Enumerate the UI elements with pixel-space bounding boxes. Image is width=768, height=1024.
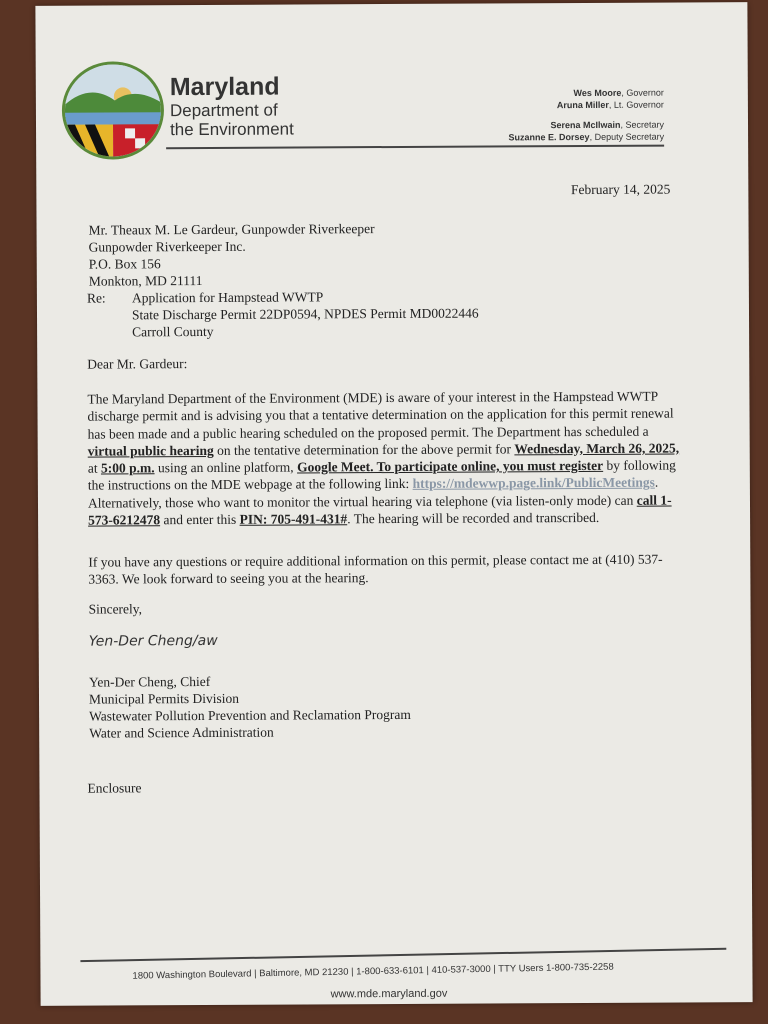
official: Suzanne E. Dorsey, Deputy Secretary [508,131,665,143]
closing: Sincerely, [88,601,143,617]
brand-line-3: the Environment [169,119,294,140]
letter-date: February 14, 2025 [570,181,671,198]
re-line: Application for Hampstead WWTP [131,289,324,306]
recipient-address [89,220,375,289]
officials-list [508,87,664,144]
re-line: Carroll County [132,323,214,340]
re-line: State Discharge Permit 22DP0594, NPDES Permit MD0022446 [131,305,479,323]
recipient-line: P.O. Box 156 [88,256,161,272]
recipient-line: Monkton, MD 21111 [88,272,203,289]
official: Serena McIlwain, Secretary [550,119,665,131]
signer-line: Wastewater Pollution Prevention and Reclamation Program [89,706,411,724]
letter-page [35,2,752,1006]
body-paragraph-1: The Maryland Department of the Environment (MDE) is aware of your interest in the Hampstead WWTP discharge permit and is advising you that a tentative determination on the application for this permit renewal has been made and a public hearing scheduled on the proposed permit. The Department has scheduled a virtual public hearing on the tentative determination for the above permit for Wednesday, March 26, 2025, at 5:00 p.m. using an online platform, Google Meet. To participate online, you must register by following the instructions on the MDE webpage at the following link: https://mdewwp.page.link/PublicMeetings. Alternatively, those who want to monitor the virtual hearing via telephone (via listen-only mode) can call 1-573-6212478 and enter this PIN: 705-491-431#. The hearing will be recorded and transcribed. [87,388,680,528]
salutation: Dear Mr. Gardeur: [87,356,188,372]
footer-address: 1800 Washington Boulevard | Baltimore, MD 21230 | 1-800-633-6101 | 410-537-3000 | TTY Users 1-800-735-2258 [132,961,614,982]
body-paragraph-2: If you have any questions or require additional information on this permit, please contact me at (410) 537-3363. We look forward to seeing you at the hearing. [88,551,663,587]
footer-divider [80,948,726,962]
header-divider [166,145,664,149]
signer-block [89,672,411,742]
re-lines [132,288,479,341]
signer-line: Yen-Der Cheng, Chief [88,673,211,690]
signer-line: Water and Science Administration [89,724,274,741]
recipient-line: Mr. Theaux M. Le Gardeur, Gunpowder Riverkeeper [88,221,375,238]
official: Aruna Miller, Lt. Governor [556,99,664,111]
enclosure-note: Enclosure [87,780,142,796]
footer-website[interactable]: www.mde.maryland.gov [330,987,448,1001]
mde-logo [62,61,165,160]
official: Wes Moore, Governor [573,87,664,99]
signer-line: Municipal Permits Division [88,690,240,707]
brand-line-1: Maryland [169,72,280,102]
public-meetings-link[interactable]: https://mdewwp.page.link/PublicMeetings [412,475,655,492]
brand-line-2: Department of [169,100,278,121]
brand-name [170,73,294,140]
signature: Yen-Der Cheng/aw [88,632,218,650]
re-label: Re: [86,290,106,306]
recipient-line: Gunpowder Riverkeeper Inc. [88,238,246,255]
